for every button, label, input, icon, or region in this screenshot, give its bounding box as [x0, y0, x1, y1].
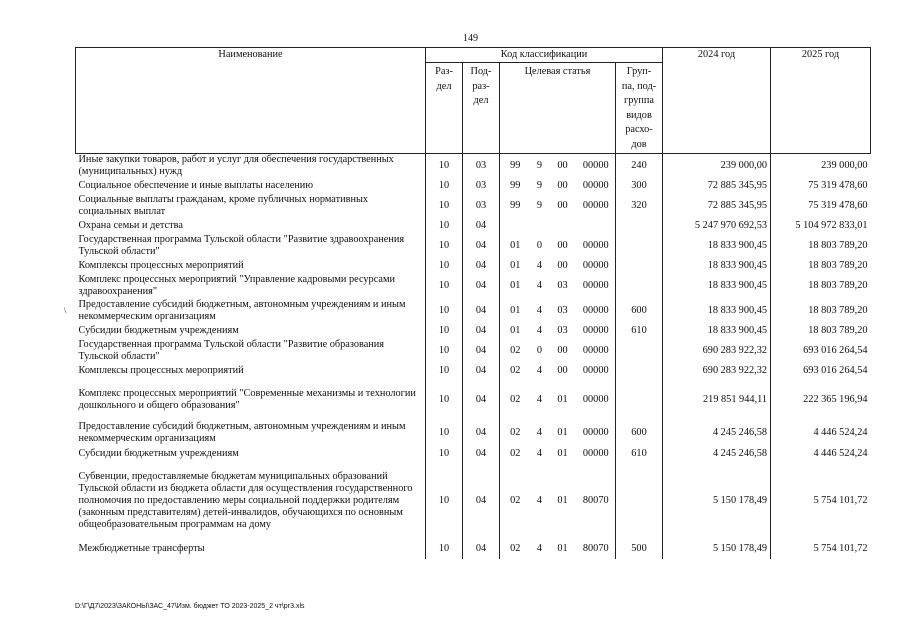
table-row [76, 259, 871, 274]
cell-v24: 5 150 178,49 [663, 540, 771, 559]
cell-c: 00 [557, 200, 568, 211]
cell-rz: 10 [426, 339, 463, 364]
cell-rz: 10 [426, 274, 463, 299]
cell-pr: 04 [463, 299, 500, 324]
cell-pr: 04 [463, 219, 500, 234]
cell-c: 03 [557, 305, 568, 316]
cell-c: 00 [557, 260, 568, 271]
cell-rz: 10 [426, 446, 463, 463]
header-podrazdel: Под- раз- дел [463, 63, 500, 154]
table-row [76, 463, 871, 540]
cell-c: 01 [557, 543, 568, 554]
cell-name: Иные закупки товаров, работ и услуг для обеспечения государственных (муниципальных) нужд [78, 154, 394, 178]
table-row [76, 540, 871, 559]
cell-a: 01 [500, 234, 531, 259]
cell-c: 00 [557, 345, 568, 356]
cell-g: 240 [616, 154, 663, 179]
cell-b: 4 [536, 280, 543, 291]
cell-b: 9 [536, 180, 543, 191]
cell-g: 610 [616, 446, 663, 463]
cell-v24: 72 885 345,95 [663, 179, 771, 194]
cell-c: 03 [557, 325, 568, 336]
cell-g [616, 364, 663, 379]
cell-pr: 04 [463, 379, 500, 421]
cell-d: 00000 [582, 345, 609, 356]
cell-d: 00000 [582, 325, 609, 336]
cell-d: 00000 [582, 448, 609, 459]
cell-rz: 10 [426, 194, 463, 219]
cell-b: 0 [536, 345, 543, 356]
cell-v25: 18 803 789,20 [771, 299, 871, 324]
cell-c: 00 [557, 365, 568, 376]
cell-d: 00000 [582, 160, 609, 172]
cell-v25: 18 803 789,20 [771, 259, 871, 274]
cell-pr: 04 [463, 463, 500, 540]
cell-g [616, 379, 663, 421]
cell-name: Государственная программа Тульской области "Развитие образования Тульской области" [78, 339, 385, 362]
cell-rz: 10 [426, 324, 463, 339]
cell-pr: 03 [463, 194, 500, 219]
cell-c: 01 [557, 393, 568, 405]
cell-name: Комплексы процессных мероприятий [78, 365, 244, 376]
cell-pr: 04 [463, 339, 500, 364]
budget-table [75, 47, 871, 559]
cell-b: 4 [536, 495, 543, 506]
table-row [76, 234, 871, 259]
cell-c: 03 [557, 280, 568, 291]
cell-rz: 10 [426, 179, 463, 194]
cell-v24: 219 851 944,11 [663, 379, 771, 421]
cell-pr: 04 [463, 421, 500, 446]
cell-v24: 4 245 246,58 [663, 421, 771, 446]
cell-v25: 4 446 524,24 [771, 446, 871, 463]
cell-a: 02 [500, 540, 531, 559]
cell-c: 01 [557, 427, 568, 438]
table-row [76, 446, 871, 463]
cell-a: 01 [500, 274, 531, 299]
cell-name: Социальное обеспечение и иные выплаты населению [78, 180, 314, 191]
cell-c: 00 [557, 180, 568, 191]
cell-g: 300 [616, 179, 663, 194]
header-razdel: Раз- дел [426, 63, 463, 154]
header-target: Целевая статья [500, 63, 616, 154]
header-2025: 2025 год [771, 48, 871, 154]
cell-pr: 04 [463, 364, 500, 379]
margin-mark: \ [64, 306, 67, 315]
page-number: 149 [463, 33, 478, 44]
header-2024: 2024 год [663, 48, 771, 154]
table-row [76, 179, 871, 194]
cell-g [616, 259, 663, 274]
table-row [76, 364, 871, 379]
cell-pr: 04 [463, 324, 500, 339]
table-row [76, 339, 871, 364]
cell-a [500, 219, 531, 234]
cell-v25: 239 000,00 [771, 154, 871, 179]
cell-name: Предоставление субсидий бюджетным, автономным учреждениям и иным некоммерческим организациям [78, 421, 406, 444]
cell-rz: 10 [426, 540, 463, 559]
cell-g: 500 [616, 540, 663, 559]
cell-name: Социальные выплаты гражданам, кроме публичных нормативных социальных выплат [78, 194, 369, 217]
cell-b: 9 [536, 160, 543, 172]
cell-c [549, 219, 577, 234]
cell-b: 4 [536, 543, 543, 554]
cell-v24: 4 245 246,58 [663, 446, 771, 463]
cell-d: 00000 [582, 240, 609, 251]
cell-name: Государственная программа Тульской области "Развитие здравоохранения Тульской области" [78, 234, 405, 257]
cell-v24: 18 833 900,45 [663, 299, 771, 324]
cell-rz: 10 [426, 234, 463, 259]
cell-pr: 04 [463, 234, 500, 259]
cell-g [616, 463, 663, 540]
cell-d: 00000 [582, 427, 609, 438]
cell-a: 01 [500, 259, 531, 274]
cell-a: 02 [500, 364, 531, 379]
cell-name: Комплексы процессных мероприятий [78, 260, 244, 271]
cell-v25: 5 754 101,72 [771, 540, 871, 559]
cell-d: 00000 [582, 393, 609, 405]
cell-pr: 03 [463, 154, 500, 179]
cell-g: 600 [616, 421, 663, 446]
cell-g [616, 234, 663, 259]
cell-a: 02 [500, 339, 531, 364]
cell-b: 4 [536, 448, 543, 459]
cell-v24: 690 283 922,32 [663, 339, 771, 364]
cell-name: Субвенции, предоставляемые бюджетам муниципальных образований Тульской области из бюджета области для осуществления государственного полномочия по предоставлению меры социальной поддержки родителям (законным представителям) детей-инвалидов, обучающихся по основным общеобразовательным программам на дому [78, 471, 413, 530]
cell-v24: 18 833 900,45 [663, 259, 771, 274]
cell-d: 00000 [582, 280, 609, 291]
cell-v25: 75 319 478,60 [771, 194, 871, 219]
cell-v25: 75 319 478,60 [771, 179, 871, 194]
file-path-footer: D:\Г\Д7\2023\ЗАКОНЫ\ЗАС_47\Изм. бюджет ТО 2023-2025_2 чт\рг3.xls [75, 603, 305, 610]
cell-v25: 5 104 972 833,01 [771, 219, 871, 234]
cell-name: Комплекс процессных мероприятий "Современные механизмы и технологии дошкольного и общего образования" [78, 387, 416, 411]
header-group: Груп- па, под- группа видов расхо- дов [616, 63, 663, 154]
cell-v25: 18 803 789,20 [771, 234, 871, 259]
cell-name: Межбюджетные трансферты [78, 543, 205, 554]
cell-b: 4 [536, 427, 543, 438]
cell-b: 4 [536, 325, 543, 336]
table-row [76, 154, 871, 179]
cell-pr: 04 [463, 274, 500, 299]
cell-rz: 10 [426, 299, 463, 324]
cell-g: 600 [616, 299, 663, 324]
cell-v25: 693 016 264,54 [771, 364, 871, 379]
cell-g: 320 [616, 194, 663, 219]
cell-g [616, 339, 663, 364]
table-body [76, 154, 871, 559]
cell-pr: 04 [463, 259, 500, 274]
cell-d: 00000 [582, 365, 609, 376]
table-row [76, 324, 871, 339]
table-row [76, 194, 871, 219]
table-row [76, 421, 871, 446]
cell-v24: 5 247 970 692,53 [663, 219, 771, 234]
cell-v25: 18 803 789,20 [771, 274, 871, 299]
cell-rz: 10 [426, 154, 463, 179]
cell-v24: 18 833 900,45 [663, 234, 771, 259]
cell-name: Субсидии бюджетным учреждениям [78, 325, 239, 336]
cell-pr: 03 [463, 179, 500, 194]
cell-b: 9 [536, 200, 543, 211]
cell-rz: 10 [426, 219, 463, 234]
cell-c: 01 [557, 495, 568, 506]
cell-v25: 5 754 101,72 [771, 463, 871, 540]
cell-rz: 10 [426, 463, 463, 540]
cell-name: Предоставление субсидий бюджетным, автономным учреждениям и иным некоммерческим организациям [78, 299, 406, 322]
cell-a: 99 [500, 154, 531, 179]
cell-v25: 693 016 264,54 [771, 339, 871, 364]
cell-a: 99 [500, 194, 531, 219]
cell-v24: 18 833 900,45 [663, 274, 771, 299]
cell-d: 00000 [582, 200, 609, 211]
cell-c: 00 [557, 160, 568, 172]
header-classification: Код классификации [426, 48, 663, 63]
cell-v24: 239 000,00 [663, 154, 771, 179]
table-row [76, 219, 871, 234]
cell-name: Субсидии бюджетным учреждениям [78, 448, 239, 459]
cell-g [616, 219, 663, 234]
cell-v25: 222 365 196,94 [771, 379, 871, 421]
cell-d: 00000 [582, 180, 609, 191]
cell-b: 0 [536, 240, 543, 251]
cell-a: 02 [500, 446, 531, 463]
cell-v25: 4 446 524,24 [771, 421, 871, 446]
cell-g: 610 [616, 324, 663, 339]
cell-d [577, 219, 616, 234]
cell-d: 00000 [582, 260, 609, 271]
cell-b: 4 [536, 260, 543, 271]
cell-rz: 10 [426, 379, 463, 421]
cell-d: 80070 [582, 543, 609, 554]
cell-a: 02 [500, 463, 531, 540]
cell-rz: 10 [426, 364, 463, 379]
cell-v24: 690 283 922,32 [663, 364, 771, 379]
cell-b: 4 [536, 365, 543, 376]
cell-a: 01 [500, 299, 531, 324]
cell-d: 00000 [582, 305, 609, 316]
cell-b [531, 219, 549, 234]
table-row [76, 299, 871, 324]
cell-a: 01 [500, 324, 531, 339]
cell-g [616, 274, 663, 299]
table-row [76, 274, 871, 299]
cell-a: 02 [500, 379, 531, 421]
cell-v25: 18 803 789,20 [771, 324, 871, 339]
cell-a: 02 [500, 421, 531, 446]
cell-pr: 04 [463, 540, 500, 559]
cell-c: 00 [557, 240, 568, 251]
cell-v24: 18 833 900,45 [663, 324, 771, 339]
cell-name: Комплекс процессных мероприятий "Управление кадровыми ресурсами здравоохранения" [78, 274, 396, 297]
cell-a: 99 [500, 179, 531, 194]
cell-v24: 5 150 178,49 [663, 463, 771, 540]
cell-c: 01 [557, 448, 568, 459]
cell-rz: 10 [426, 421, 463, 446]
cell-b: 4 [536, 305, 543, 316]
cell-pr: 04 [463, 446, 500, 463]
cell-v24: 72 885 345,95 [663, 194, 771, 219]
header-name: Наименование [76, 48, 426, 154]
table-row [76, 379, 871, 421]
cell-b: 4 [536, 393, 543, 405]
cell-rz: 10 [426, 259, 463, 274]
cell-name: Охрана семьи и детства [78, 220, 183, 231]
cell-d: 80070 [582, 495, 609, 506]
